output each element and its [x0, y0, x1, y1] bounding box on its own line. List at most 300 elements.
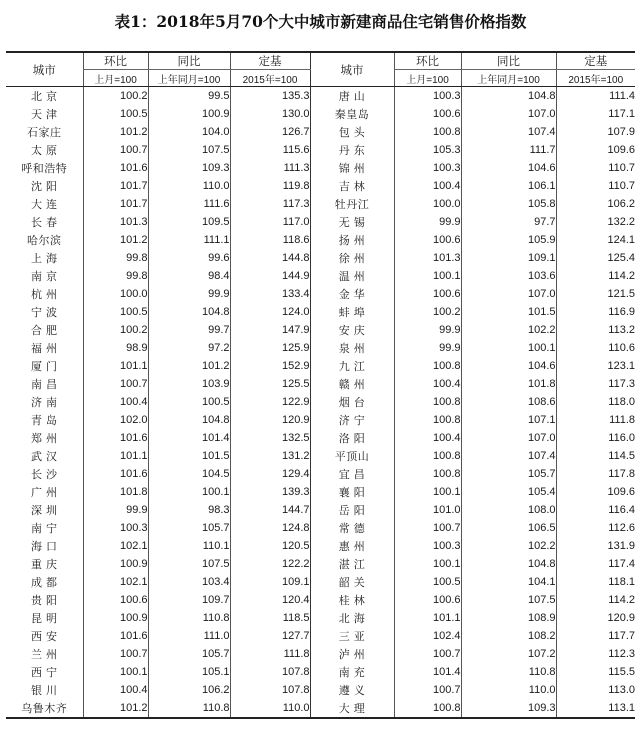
yoy-cell: 104.5 [148, 465, 230, 483]
city-cell: 锦 州 [310, 159, 394, 177]
mom-cell: 100.6 [394, 105, 461, 123]
column-subheader-base: 2015年=100 [556, 70, 635, 87]
city-cell: 重 庆 [30, 559, 58, 571]
yoy-cell: 105.1 [148, 663, 230, 681]
city-cell: 海 口 [30, 541, 58, 553]
city-cell: 太 原 [30, 145, 58, 157]
city-cell: 济 宁 [310, 411, 394, 429]
column-header-mom: 环比 [394, 52, 461, 70]
yoy-cell: 110.0 [148, 177, 230, 195]
yoy-cell: 108.6 [461, 393, 556, 411]
base-cell: 144.9 [230, 267, 310, 285]
base-cell: 139.3 [230, 483, 310, 501]
city-cell: 惠 州 [310, 537, 394, 555]
base-cell: 122.2 [230, 555, 310, 573]
base-cell: 129.4 [230, 465, 310, 483]
yoy-cell: 109.5 [148, 213, 230, 231]
table-row [6, 699, 635, 718]
column-subheader-mom: 上月=100 [394, 70, 461, 87]
city-cell: 南 充 [310, 663, 394, 681]
mom-cell: 100.1 [394, 267, 461, 285]
table-row [6, 447, 635, 465]
yoy-cell: 109.1 [461, 249, 556, 267]
table-row [6, 411, 635, 429]
table-row [6, 483, 635, 501]
yoy-cell: 106.5 [461, 519, 556, 537]
city-cell: 上 海 [30, 253, 58, 265]
mom-cell: 102.4 [394, 627, 461, 645]
yoy-cell: 107.5 [461, 591, 556, 609]
mom-cell: 101.6 [83, 159, 148, 177]
city-cell: 大 连 [30, 199, 58, 211]
mom-cell: 100.4 [394, 177, 461, 195]
base-cell: 152.9 [230, 357, 310, 375]
mom-cell: 101.8 [83, 483, 148, 501]
base-cell: 107.8 [230, 681, 310, 699]
yoy-cell: 111.7 [461, 141, 556, 159]
mom-cell: 100.8 [394, 357, 461, 375]
city-cell: 南 京 [30, 271, 58, 283]
city-cell: 秦皇岛 [310, 105, 394, 123]
yoy-cell: 102.2 [461, 321, 556, 339]
city-cell: 北 海 [310, 609, 394, 627]
city-cell: 桂 林 [310, 591, 394, 609]
column-header-city: 城市 [6, 52, 83, 87]
mom-cell: 100.4 [394, 429, 461, 447]
base-cell: 117.7 [556, 627, 635, 645]
city-cell: 平顶山 [310, 447, 394, 465]
mom-cell: 99.9 [394, 321, 461, 339]
base-cell: 132.2 [556, 213, 635, 231]
mom-cell: 101.2 [83, 699, 148, 718]
mom-cell: 99.8 [83, 267, 148, 285]
yoy-cell: 107.2 [461, 645, 556, 663]
price-index-table [6, 51, 635, 719]
base-cell: 147.9 [230, 321, 310, 339]
base-cell: 113.0 [556, 681, 635, 699]
yoy-cell: 110.8 [461, 663, 556, 681]
city-cell: 兰 州 [30, 649, 58, 661]
yoy-cell: 106.2 [148, 681, 230, 699]
base-cell: 115.6 [230, 141, 310, 159]
mom-cell: 100.6 [394, 231, 461, 249]
city-cell: 襄 阳 [310, 483, 394, 501]
city-cell: 南 宁 [30, 523, 58, 535]
base-cell: 110.7 [556, 177, 635, 195]
yoy-cell: 100.1 [148, 483, 230, 501]
mom-cell: 100.9 [83, 555, 148, 573]
yoy-cell: 100.1 [461, 339, 556, 357]
base-cell: 118.6 [230, 231, 310, 249]
mom-cell: 100.7 [394, 645, 461, 663]
base-cell: 118.5 [230, 609, 310, 627]
city-cell: 烟 台 [310, 393, 394, 411]
base-cell: 123.1 [556, 357, 635, 375]
yoy-cell: 111.1 [148, 231, 230, 249]
city-cell: 赣 州 [310, 375, 394, 393]
yoy-cell: 110.8 [148, 699, 230, 718]
yoy-cell: 99.9 [148, 285, 230, 303]
base-cell: 130.0 [230, 105, 310, 123]
city-cell: 湛 江 [310, 555, 394, 573]
table-row [6, 285, 635, 303]
city-cell: 天 津 [30, 109, 58, 121]
mom-cell: 102.1 [83, 537, 148, 555]
yoy-cell: 101.5 [148, 447, 230, 465]
base-cell: 131.9 [556, 537, 635, 555]
base-cell: 109.6 [556, 141, 635, 159]
city-cell: 蚌 埠 [310, 303, 394, 321]
yoy-cell: 102.2 [461, 537, 556, 555]
base-cell: 112.6 [556, 519, 635, 537]
yoy-cell: 104.1 [461, 573, 556, 591]
column-header-mom: 环比 [83, 52, 148, 70]
city-cell: 包 头 [310, 123, 394, 141]
city-cell: 遵 义 [310, 681, 394, 699]
base-cell: 120.9 [230, 411, 310, 429]
yoy-cell: 104.6 [461, 357, 556, 375]
city-cell: 济 南 [30, 397, 58, 409]
city-cell: 西 安 [30, 631, 58, 643]
base-cell: 119.8 [230, 177, 310, 195]
table-row [6, 357, 635, 375]
mom-cell: 100.8 [394, 393, 461, 411]
base-cell: 109.6 [556, 483, 635, 501]
column-subheader-yoy: 上年同月=100 [148, 70, 230, 87]
mom-cell: 105.3 [394, 141, 461, 159]
base-cell: 125.9 [230, 339, 310, 357]
yoy-cell: 111.0 [148, 627, 230, 645]
mom-cell: 101.3 [83, 213, 148, 231]
mom-cell: 99.8 [83, 249, 148, 267]
mom-cell: 100.4 [83, 393, 148, 411]
yoy-cell: 107.0 [461, 285, 556, 303]
mom-cell: 99.9 [83, 501, 148, 519]
base-cell: 133.4 [230, 285, 310, 303]
base-cell: 124.0 [230, 303, 310, 321]
base-cell: 126.7 [230, 123, 310, 141]
table-row [6, 249, 635, 267]
base-cell: 116.9 [556, 303, 635, 321]
city-cell: 成 都 [30, 577, 58, 589]
city-cell: 常 德 [310, 519, 394, 537]
city-cell: 西 宁 [30, 667, 58, 679]
base-cell: 144.7 [230, 501, 310, 519]
column-header-city: 城市 [310, 52, 394, 87]
yoy-cell: 109.7 [148, 591, 230, 609]
base-cell: 120.4 [230, 591, 310, 609]
mom-cell: 100.6 [394, 285, 461, 303]
yoy-cell: 99.7 [148, 321, 230, 339]
mom-cell: 100.5 [83, 303, 148, 321]
mom-cell: 100.8 [394, 123, 461, 141]
column-subheader-base: 2015年=100 [230, 70, 310, 87]
table-row [6, 627, 635, 645]
city-cell: 温 州 [310, 267, 394, 285]
column-header-base: 定基 [230, 52, 310, 70]
city-cell: 九 江 [310, 357, 394, 375]
yoy-cell: 108.9 [461, 609, 556, 627]
city-cell: 岳 阳 [310, 501, 394, 519]
yoy-cell: 110.8 [148, 609, 230, 627]
base-cell: 125.5 [230, 375, 310, 393]
base-cell: 132.5 [230, 429, 310, 447]
yoy-cell: 101.5 [461, 303, 556, 321]
mom-cell: 100.7 [394, 681, 461, 699]
yoy-cell: 107.5 [148, 555, 230, 573]
yoy-cell: 104.8 [461, 87, 556, 106]
base-cell: 144.8 [230, 249, 310, 267]
mom-cell: 101.2 [83, 231, 148, 249]
city-cell: 金 华 [310, 285, 394, 303]
city-cell: 泸 州 [310, 645, 394, 663]
table-row [6, 231, 635, 249]
yoy-cell: 109.3 [461, 699, 556, 718]
base-cell: 118.1 [556, 573, 635, 591]
mom-cell: 100.2 [83, 87, 148, 106]
table-title: 表1：2018年5月70个大中城市新建商品住宅销售价格指数 [114, 12, 527, 31]
table-row [6, 609, 635, 627]
mom-cell: 100.6 [83, 591, 148, 609]
city-cell: 昆 明 [30, 613, 58, 625]
base-cell: 117.8 [556, 465, 635, 483]
city-cell: 安 庆 [310, 321, 394, 339]
table-row [6, 375, 635, 393]
yoy-cell: 103.6 [461, 267, 556, 285]
base-cell: 113.1 [556, 699, 635, 718]
city-cell: 郑 州 [30, 433, 58, 445]
base-cell: 111.4 [556, 87, 635, 106]
base-cell: 116.0 [556, 429, 635, 447]
yoy-cell: 97.7 [461, 213, 556, 231]
table-row [6, 681, 635, 699]
yoy-cell: 107.1 [461, 411, 556, 429]
mom-cell: 100.7 [394, 519, 461, 537]
city-cell: 宁 波 [30, 307, 58, 319]
city-cell: 丹 东 [310, 141, 394, 159]
table-row [6, 177, 635, 195]
mom-cell: 100.8 [394, 465, 461, 483]
mom-cell: 100.0 [394, 195, 461, 213]
table-row [6, 339, 635, 357]
yoy-cell: 101.4 [148, 429, 230, 447]
base-cell: 121.5 [556, 285, 635, 303]
yoy-cell: 107.0 [461, 429, 556, 447]
table-row [6, 429, 635, 447]
city-cell: 北 京 [30, 91, 58, 103]
yoy-cell: 105.7 [461, 465, 556, 483]
mom-cell: 101.4 [394, 663, 461, 681]
mom-cell: 100.4 [394, 375, 461, 393]
mom-cell: 100.6 [394, 591, 461, 609]
mom-cell: 102.1 [83, 573, 148, 591]
base-cell: 114.2 [556, 591, 635, 609]
city-cell: 哈尔滨 [27, 235, 62, 247]
table-row [6, 537, 635, 555]
yoy-cell: 105.7 [148, 519, 230, 537]
mom-cell: 100.7 [83, 375, 148, 393]
column-subheader-yoy: 上年同月=100 [461, 70, 556, 87]
city-cell: 呼和浩特 [21, 163, 68, 175]
base-cell: 131.2 [230, 447, 310, 465]
table-row [6, 141, 635, 159]
mom-cell: 101.7 [83, 195, 148, 213]
yoy-cell: 108.0 [461, 501, 556, 519]
mom-cell: 100.8 [394, 699, 461, 718]
column-header-base: 定基 [556, 52, 635, 70]
mom-cell: 98.9 [83, 339, 148, 357]
base-cell: 120.9 [556, 609, 635, 627]
yoy-cell: 111.6 [148, 195, 230, 213]
yoy-cell: 109.3 [148, 159, 230, 177]
table-row [6, 393, 635, 411]
mom-cell: 100.3 [394, 87, 461, 106]
city-cell: 大 理 [310, 699, 394, 718]
base-cell: 113.2 [556, 321, 635, 339]
base-cell: 107.8 [230, 663, 310, 681]
city-cell: 牡丹江 [310, 195, 394, 213]
base-cell: 117.3 [556, 375, 635, 393]
table-row [6, 465, 635, 483]
yoy-cell: 97.2 [148, 339, 230, 357]
yoy-cell: 107.5 [148, 141, 230, 159]
mom-cell: 100.3 [394, 159, 461, 177]
mom-cell: 100.8 [394, 411, 461, 429]
yoy-cell: 101.2 [148, 357, 230, 375]
table-row [6, 105, 635, 123]
table-row [6, 195, 635, 213]
yoy-cell: 98.4 [148, 267, 230, 285]
mom-cell: 100.4 [83, 681, 148, 699]
table-row [6, 555, 635, 573]
mom-cell: 101.6 [83, 627, 148, 645]
base-cell: 109.1 [230, 573, 310, 591]
base-cell: 124.8 [230, 519, 310, 537]
yoy-cell: 105.4 [461, 483, 556, 501]
base-cell: 135.3 [230, 87, 310, 106]
mom-cell: 101.6 [83, 465, 148, 483]
city-cell: 广 州 [30, 487, 58, 499]
city-cell: 唐 山 [310, 87, 394, 106]
city-cell: 青 岛 [30, 415, 58, 427]
city-cell: 武 汉 [30, 451, 58, 463]
mom-cell: 100.3 [83, 519, 148, 537]
city-cell: 银 川 [30, 685, 58, 697]
table-row [6, 87, 635, 106]
yoy-cell: 107.0 [461, 105, 556, 123]
mom-cell: 101.1 [83, 357, 148, 375]
yoy-cell: 107.4 [461, 123, 556, 141]
city-cell: 扬 州 [310, 231, 394, 249]
base-cell: 110.0 [230, 699, 310, 718]
yoy-cell: 98.3 [148, 501, 230, 519]
city-cell: 福 州 [30, 343, 58, 355]
base-cell: 111.8 [230, 645, 310, 663]
mom-cell: 100.7 [83, 141, 148, 159]
yoy-cell: 105.7 [148, 645, 230, 663]
base-cell: 111.8 [556, 411, 635, 429]
header-row-1 [6, 52, 635, 70]
column-header-yoy: 同比 [461, 52, 556, 70]
base-cell: 118.0 [556, 393, 635, 411]
table-row [6, 519, 635, 537]
table-row [6, 303, 635, 321]
yoy-cell: 104.8 [148, 411, 230, 429]
mom-cell: 100.0 [83, 285, 148, 303]
city-cell: 沈 阳 [30, 181, 58, 193]
mom-cell: 99.9 [394, 339, 461, 357]
mom-cell: 101.7 [83, 177, 148, 195]
city-cell: 泉 州 [310, 339, 394, 357]
base-cell: 111.3 [230, 159, 310, 177]
table-row [6, 123, 635, 141]
mom-cell: 100.2 [394, 303, 461, 321]
table-row [6, 663, 635, 681]
base-cell: 117.3 [230, 195, 310, 213]
base-cell: 122.9 [230, 393, 310, 411]
base-cell: 120.5 [230, 537, 310, 555]
base-cell: 117.4 [556, 555, 635, 573]
mom-cell: 101.6 [83, 429, 148, 447]
yoy-cell: 103.9 [148, 375, 230, 393]
yoy-cell: 99.6 [148, 249, 230, 267]
yoy-cell: 103.4 [148, 573, 230, 591]
city-cell: 韶 关 [310, 573, 394, 591]
base-cell: 117.1 [556, 105, 635, 123]
column-subheader-mom: 上月=100 [83, 70, 148, 87]
city-cell: 厦 门 [30, 361, 58, 373]
mom-cell: 100.1 [83, 663, 148, 681]
base-cell: 107.9 [556, 123, 635, 141]
table-row [6, 267, 635, 285]
city-cell: 合 肥 [30, 325, 58, 337]
city-cell: 吉 林 [310, 177, 394, 195]
mom-cell: 102.0 [83, 411, 148, 429]
table-row [6, 159, 635, 177]
mom-cell: 101.0 [394, 501, 461, 519]
city-cell: 贵 阳 [30, 595, 58, 607]
yoy-cell: 108.2 [461, 627, 556, 645]
table-body [6, 87, 635, 719]
yoy-cell: 107.4 [461, 447, 556, 465]
mom-cell: 100.1 [394, 483, 461, 501]
base-cell: 114.2 [556, 267, 635, 285]
yoy-cell: 100.9 [148, 105, 230, 123]
yoy-cell: 110.1 [148, 537, 230, 555]
yoy-cell: 104.8 [461, 555, 556, 573]
city-cell: 徐 州 [310, 249, 394, 267]
base-cell: 112.3 [556, 645, 635, 663]
base-cell: 114.5 [556, 447, 635, 465]
yoy-cell: 104.8 [148, 303, 230, 321]
city-cell: 洛 阳 [310, 429, 394, 447]
yoy-cell: 106.1 [461, 177, 556, 195]
table-row [6, 645, 635, 663]
table-row [6, 501, 635, 519]
yoy-cell: 100.5 [148, 393, 230, 411]
column-header-yoy: 同比 [148, 52, 230, 70]
base-cell: 106.2 [556, 195, 635, 213]
base-cell: 115.5 [556, 663, 635, 681]
yoy-cell: 105.8 [461, 195, 556, 213]
yoy-cell: 110.0 [461, 681, 556, 699]
base-cell: 127.7 [230, 627, 310, 645]
city-cell: 深 圳 [30, 505, 58, 517]
base-cell: 117.0 [230, 213, 310, 231]
base-cell: 110.6 [556, 339, 635, 357]
table-row [6, 573, 635, 591]
mom-cell: 100.1 [394, 555, 461, 573]
